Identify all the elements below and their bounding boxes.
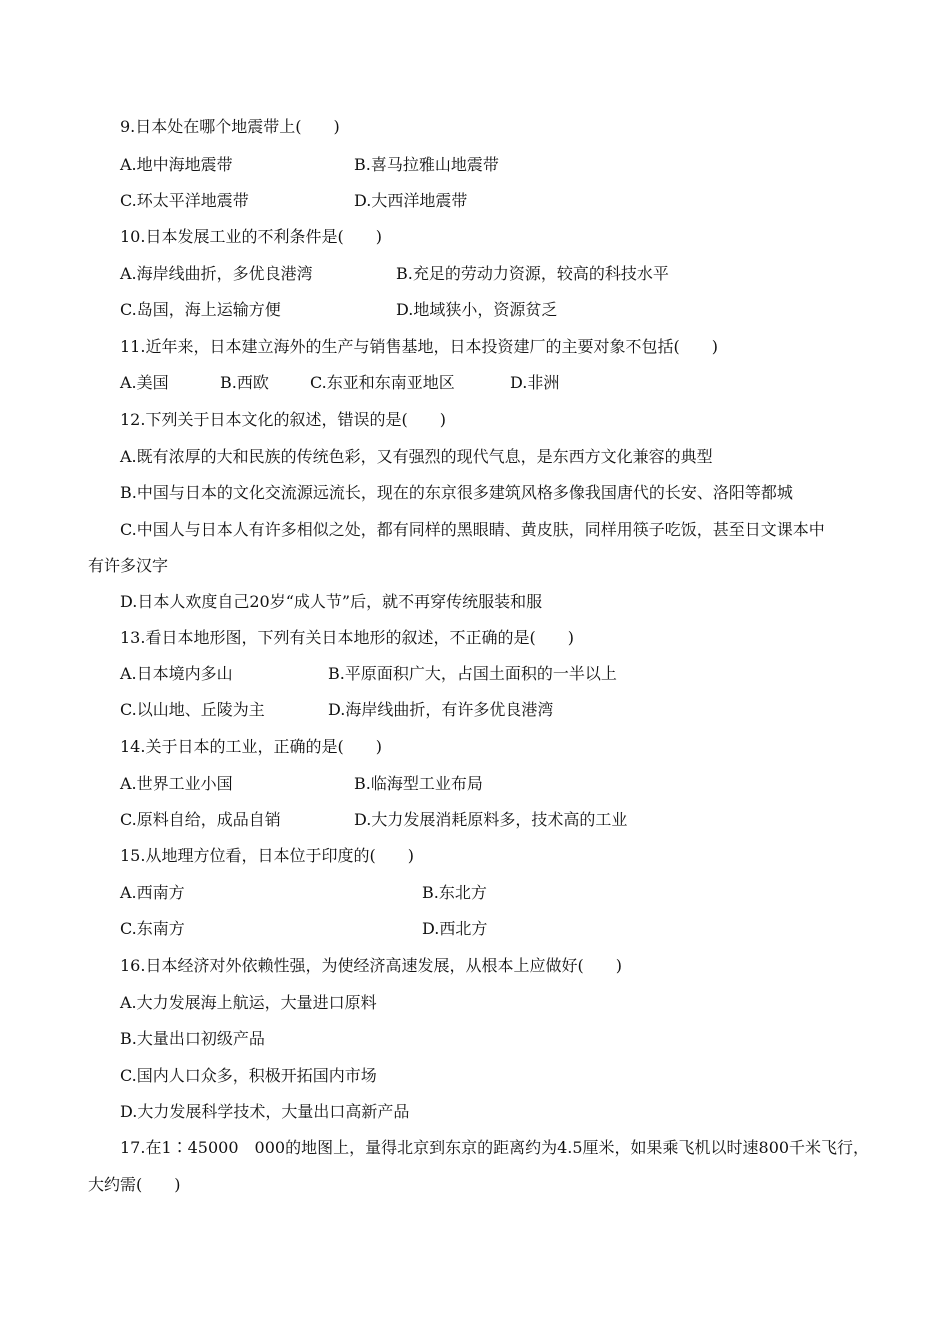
question-15-option-a: A.西南方 — [120, 883, 185, 902]
question-14-option-d: D.大力发展消耗原料多，技术高的工业 — [354, 810, 628, 829]
question-14-option-c: C.原料自给，成品自销 — [120, 810, 281, 829]
question-9-option-d: D.大西洋地震带 — [354, 191, 468, 210]
question-16-option-d: D.大力发展科学技术，大量出口高新产品 — [120, 1102, 410, 1121]
question-14-option-b: B.临海型工业布局 — [354, 774, 483, 793]
question-13-stem: 13.看日本地形图，下列有关日本地形的叙述，不正确的是( ) — [120, 628, 574, 647]
question-15-option-d: D.西北方 — [422, 919, 488, 938]
question-14-option-a: A.世界工业小国 — [120, 774, 233, 793]
question-10-option-b: B.充足的劳动力资源，较高的科技水平 — [396, 264, 669, 283]
question-9-stem: 9.日本处在哪个地震带上( ) — [120, 117, 340, 136]
question-11-option-c: C.东亚和东南亚地区 — [310, 373, 455, 392]
question-12-option-c-continuation: 有许多汉字 — [88, 556, 169, 575]
question-13-option-c: C.以山地、丘陵为主 — [120, 700, 265, 719]
question-16-option-c: C.国内人口众多，积极开拓国内市场 — [120, 1066, 377, 1085]
question-9-option-a: A.地中海地震带 — [120, 155, 233, 174]
question-11-option-b: B.西欧 — [220, 373, 269, 392]
question-15-option-b: B.东北方 — [422, 883, 487, 902]
question-13-option-b: B.平原面积广大，占国土面积的一半以上 — [328, 664, 617, 683]
question-16-option-b: B.大量出口初级产品 — [120, 1029, 265, 1048]
question-16-option-a: A.大力发展海上航运，大量进口原料 — [120, 993, 377, 1012]
question-14-stem: 14.关于日本的工业，正确的是( ) — [120, 737, 382, 756]
question-9-option-c: C.环太平洋地震带 — [120, 191, 249, 210]
question-10-stem: 10.日本发展工业的不利条件是( ) — [120, 227, 382, 246]
question-17-stem-continuation: 大约需( ) — [88, 1175, 181, 1194]
question-10-option-d: D.地域狭小，资源贫乏 — [396, 300, 558, 319]
question-15-stem: 15.从地理方位看，日本位于印度的( ) — [120, 846, 414, 865]
question-12-stem: 12.下列关于日本文化的叙述，错误的是( ) — [120, 410, 446, 429]
question-10-option-a: A.海岸线曲折，多优良港湾 — [120, 264, 313, 283]
question-13-option-a: A.日本境内多山 — [120, 664, 233, 683]
question-9-option-b: B.喜马拉雅山地震带 — [354, 155, 499, 174]
question-16-stem: 16.日本经济对外依赖性强，为使经济高速发展，从根本上应做好( ) — [120, 956, 622, 975]
question-12-option-c: C.中国人与日本人有许多相似之处，都有同样的黑眼睛、黄皮肤，同样用筷子吃饭，甚至日文课本中 — [120, 520, 825, 539]
question-15-option-c: C.东南方 — [120, 919, 185, 938]
question-11-option-a: A.美国 — [120, 373, 169, 392]
question-11-stem: 11.近年来，日本建立海外的生产与销售基地，日本投资建厂的主要对象不包括( ) — [120, 337, 718, 356]
question-12-option-d: D.日本人欢度自己20岁“成人节”后，就不再穿传统服装和服 — [120, 592, 543, 611]
question-13-option-d: D.海岸线曲折，有许多优良港湾 — [328, 700, 554, 719]
question-17-stem: 17.在1∶45000 000的地图上，量得北京到东京的距离约为4.5厘米，如果乘飞机以时速800千米飞行， — [120, 1138, 870, 1157]
question-12-option-a: A.既有浓厚的大和民族的传统色彩，又有强烈的现代气息，是东西方文化兼容的典型 — [120, 447, 713, 466]
question-11-option-d: D.非洲 — [510, 373, 560, 392]
question-12-option-b: B.中国与日本的文化交流源远流长，现在的东京很多建筑风格多像我国唐代的长安、洛阳等都城 — [120, 483, 793, 502]
question-10-option-c: C.岛国，海上运输方便 — [120, 300, 281, 319]
